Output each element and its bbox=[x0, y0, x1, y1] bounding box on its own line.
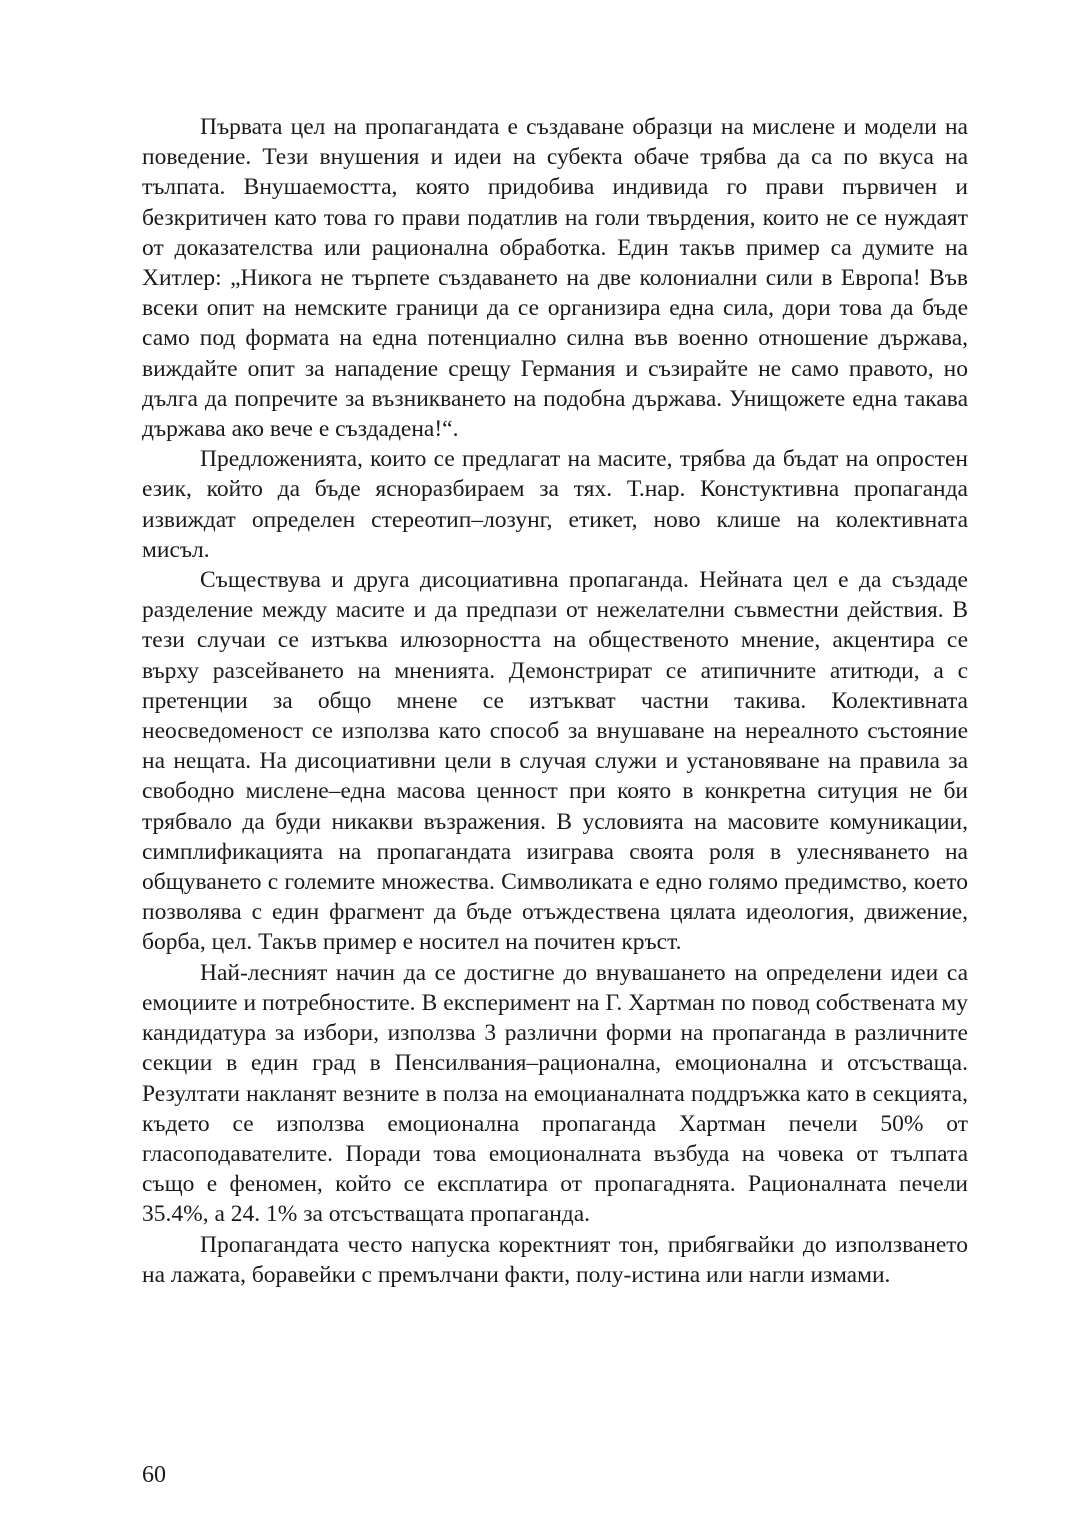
paragraph-5: Пропагандата често напуска коректният тон, прибягвайки до използването на лажата, боравейки с премълчани факти, полу-истина или нагли измами. bbox=[142, 1231, 968, 1288]
paragraph-2: Предложенията, които се предлагат на масите, трябва да бъдат на опростен език, който да бъде ясноразбираем за тях. Т.нар. Констуктивна пропаганда извиждат определен стереотип–лозунг, етикет, ново клише на колективната мисъл. bbox=[142, 446, 968, 563]
page-number: 60 bbox=[142, 1462, 166, 1488]
paragraph-1: Първата цел на пропагандата е създаване образци на мислене и модели на поведение. Тези внушения и идеи на субекта обаче трябва да са по вкуса на тълпата. Внушаемостта, която придобива индивида го прави първичен и безкритичен като това го прави податлив на голи твърдения, които не се нуждаят от доказателства или рационална обработка. Един такъв пример са думите на Хитлер: „Никога не търпете създаването на две колониални сили в Европа! Във всеки опит на немските граници да се организира една сила, дори това да бъде само под формата на една потенциално силна във военно отношение държава, виждайте опит за нападение срещу Германия и съзирайте не само правото, но дълга да попречите за възникването на подобна държава. Унищожете една такава държава ако вече е създадена!“. bbox=[142, 114, 968, 443]
body-text bbox=[142, 112, 968, 1290]
paragraph-3: Съществува и друга дисоциативна пропаганда. Нейната цел е да създаде разделение между масите и да предпази от нежелателни съвместни действия. В тези случаи се изтъква илюзорността на общественото мнение, акцентира се върху разсейването на мненията. Демонстрират се атипичните атитюди, а с претенции за общо мнене се изтъкват частни такива. Колективната неосведоменост се използва като способ за внушаване на нереалното състояние на нещата. На дисоциативни цели в случая служи и установяване на правила за свободно мислене–една масова ценност при която в конкретна ситуция не би трябвало да буди никакви възражения. В условията на масовите комуникации, симплификацията на пропагандата изиграва своята роля в улесняването на общуването с големите множества. Символиката е едно голямо предимство, което позволява с един фрагмент да бъде отъждествена цялата идеология, движение, борба, цел. Такъв пример е носител на почитен кръст. bbox=[142, 567, 968, 956]
paragraph-4: Най-лесният начин да се достигне до внувашането на определени идеи са емоциите и потребностите. В експеримент на Г. Хартман по повод собствената му кандидатура за избори, използва 3 различни форми на пропаганда в различните секции в един град в Пенсилвания–рационална, емоционална и отсъстваща. Резултати накланят везните в полза на емоцианалната поддръжка като в секцията, където се използва емоционална пропаганда Хартман печели 50% от гласоподавателите. Поради това емоционалната възбуда на човека от тълпата също е феномен, който се експлатира от пропагаднята. Рационалната печели 35.4%, а 24. 1% за отсъстващата пропаганда. bbox=[142, 959, 968, 1228]
